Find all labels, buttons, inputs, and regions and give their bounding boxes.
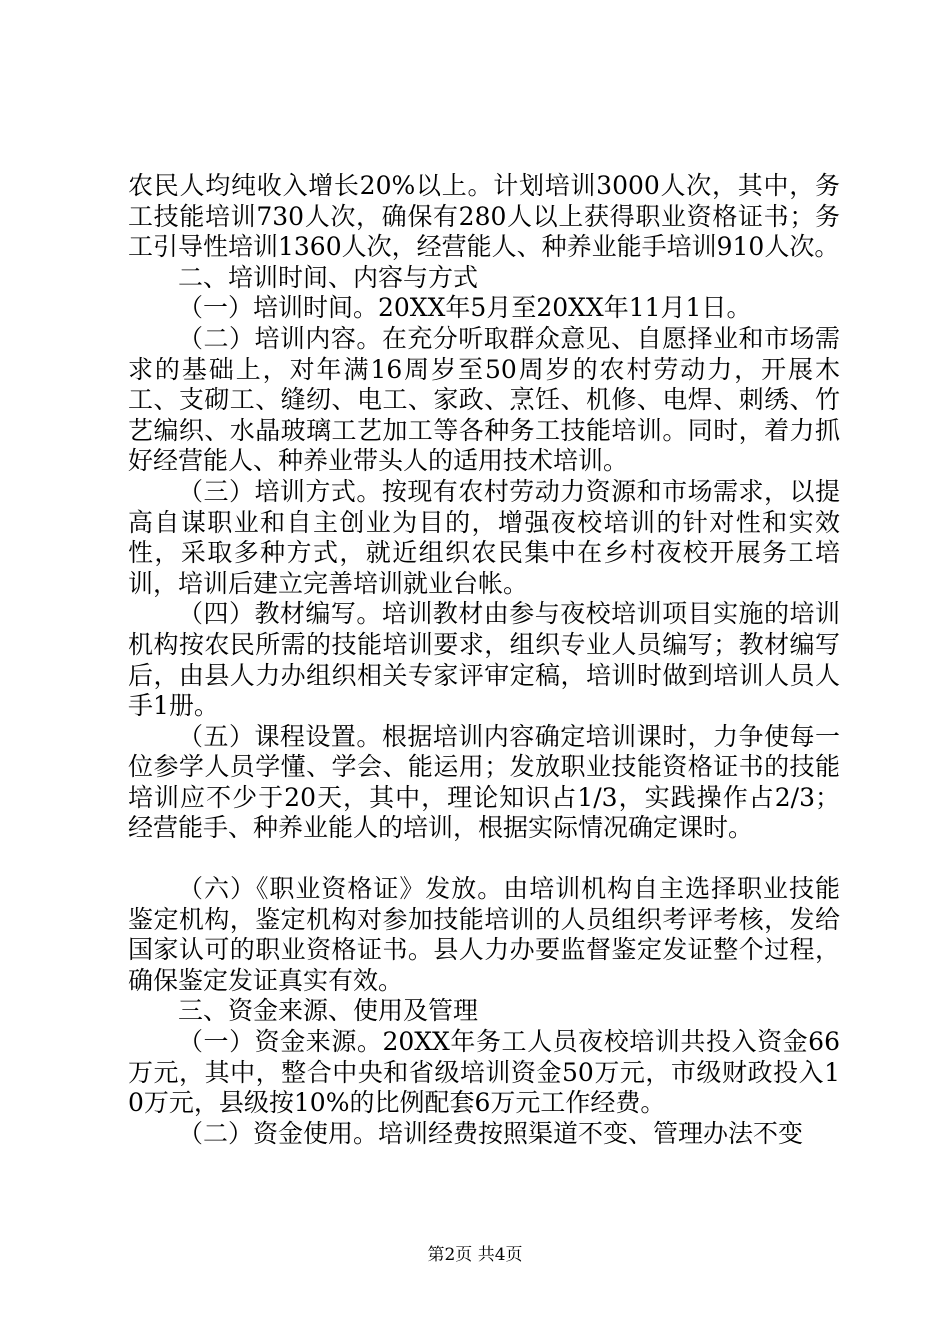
paragraph-course-setup: （五）课程设置。根据培训内容确定培训课时，力争使每一位参学人员学懂、学会、能运用；发放职业技能资格证书的技能培训应不少于20天，其中，理论知识占1/3，实践操作占2/3；经营能手、种养业能人的培训，根据实际情况确定课时。: [128, 721, 840, 843]
paragraph-certificate-issuance: （六）《职业资格证》发放。由培训机构自主选择职业技能鉴定机构，鉴定机构对参加技能培训的人员组织考评考核，发给国家认可的职业资格证书。县人力办要监督鉴定发证整个过程，确保鉴定发证真实有效。: [128, 874, 840, 995]
paragraph-textbook-writing: （四）教材编写。培训教材由参与夜校培训项目实施的培训机构按农民所需的技能培训要求，组织专业人员编写；教材编写后，由县人力办组织相关专家评审定稿，培训时做到培训人员人手1册。: [128, 599, 840, 721]
paragraph-funding-use: （二）资金使用。培训经费按照渠道不变、管理办法不变: [178, 1118, 804, 1148]
paragraph-training-time: （一）培训时间。20XX年5月至20XX年11月1日。: [178, 293, 752, 323]
paragraph-training-method: （三）培训方式。按现有农村劳动力资源和市场需求，以提高自谋职业和自主创业为目的，增强夜校培训的针对性和实效性，采取多种方式，就近组织农民集中在乡村夜校开展务工培训，培训后建立完善培训就业台帐。: [128, 476, 840, 598]
heading-funding: 三、资金来源、使用及管理: [178, 996, 479, 1026]
paragraph-funding-source: （一）资金来源。20XX年务工人员夜校培训共投入资金66万元，其中，整合中央和省级培训资金50万元，市级财政投入10万元，县级按10%的比例配套6万元工作经费。: [128, 1027, 840, 1118]
paragraph-training-content: （二）培训内容。在充分听取群众意见、自愿择业和市场需求的基础上，对年满16周岁至50周岁的农村劳动力，开展木工、支砌工、缝纫、电工、家政、烹饪、机修、电焊、刺绣、竹艺编织、水晶玻璃工艺加工等各种务工技能培训。同时，着力抓好经营能人、种养业带头人的适用技术培训。: [128, 323, 840, 476]
page-number: 第2页 共4页: [427, 1245, 523, 1265]
paragraph-income-target: 农民人均纯收入增长20%以上。计划培训3000人次，其中，务工技能培训730人次，确保有280人以上获得职业资格证书；务工引导性培训1360人次，经营能人、种养业能手培训910人次。: [128, 171, 840, 262]
page-footer: [0, 1244, 950, 1266]
document-body: [128, 171, 840, 1149]
heading-training-time-content-method: 二、培训时间、内容与方式: [178, 262, 479, 292]
